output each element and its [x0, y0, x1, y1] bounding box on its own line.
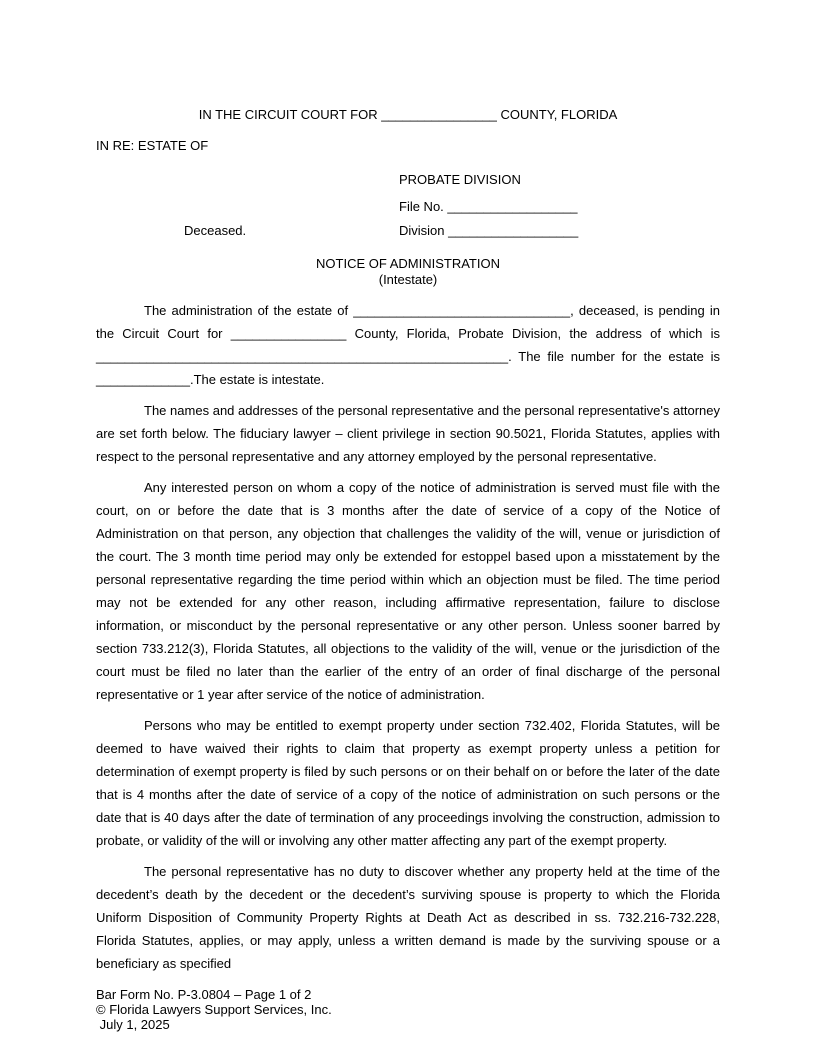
paragraph-community-property: The personal representative has no duty to discover whether any property held at the time of the decedent’s death by the decedent or the decedent’s surviving spouse is property to which the Florida Uniform Disposition of Community Property Rights at Death Act as described in ss. 732.216-732.228, Florida Statutes, applies, or may apply, unless a written demand is made by the surviving spouse or a beneficiary as specified — [96, 864, 720, 971]
copyright-line: © Florida Lawyers Support Services, Inc. — [96, 1002, 332, 1017]
deceased-label: Deceased. — [184, 223, 247, 238]
court-heading: IN THE CIRCUIT COURT FOR ________________ COUNTY, FLORIDA — [198, 107, 618, 122]
form-number: Bar Form No. P-3.0804 – Page 1 of 2 — [96, 987, 312, 1002]
probate-division-label: PROBATE DIVISION — [399, 172, 521, 187]
paragraph-exempt-property: Persons who may be entitled to exempt property under section 732.402, Florida Statutes, will be deemed to have waived their rights to claim that property as exempt property unless a petition for determination of exempt property is filed by such persons or on their behalf on or before the later of the date that is 4 months after the date of service of a copy of the notice of administration on such persons or the date that is 40 days after the date of termination of any proceedings involving the construction, admission to probate, or validity of the will or involving any other matter affecting any part of the exempt property. — [96, 718, 720, 848]
document-title: NOTICE OF ADMINISTRATION — [316, 256, 500, 271]
revision-date: July 1, 2025 — [96, 1017, 170, 1032]
file-number-field: File No. __________________ — [399, 199, 578, 214]
in-re-estate-label: IN RE: ESTATE OF — [96, 138, 209, 153]
paragraph-estate-pending: The administration of the estate of ______________________________, deceased, is pending in the Circuit Court for ________________ County, Florida, Probate Division, the address of which is _________________________________________________________. The file number for the estate is _____________.The estate is intestate. — [96, 303, 720, 387]
paragraph-objections: Any interested person on whom a copy of the notice of administration is served must file with the court, on or before the date that is 3 months after the date of service of a copy of the Notice of Administration on that person, any objection that challenges the validity of the will, venue or jurisdiction of the court. The 3 month time period may only be extended for estoppel based upon a misstatement by the personal representative regarding the time period within which an objection must be filed. The time period may not be extended for any other reason, including affirmative representation, failure to disclose information, or misconduct by the personal representative or any other person. Unless sooner barred by section 733.212(3), Florida Statutes, all objections to the validity of the will, venue or the jurisdiction of the court must be filed no later than the earlier of the entry of an order of final discharge of the personal representative or 1 year after service of the notice of administration. — [96, 480, 720, 702]
paragraph-representatives: The names and addresses of the personal representative and the personal representative's attorney are set forth below. The fiduciary lawyer – client privilege in section 90.5021, Florida Statutes, applies with respect to the personal representative and any attorney employed by the personal representative. — [96, 403, 720, 464]
notice-body — [96, 299, 720, 975]
division-field: Division __________________ — [399, 223, 579, 238]
document-subtitle: (Intestate) — [378, 272, 438, 287]
page-footer — [96, 987, 332, 1032]
